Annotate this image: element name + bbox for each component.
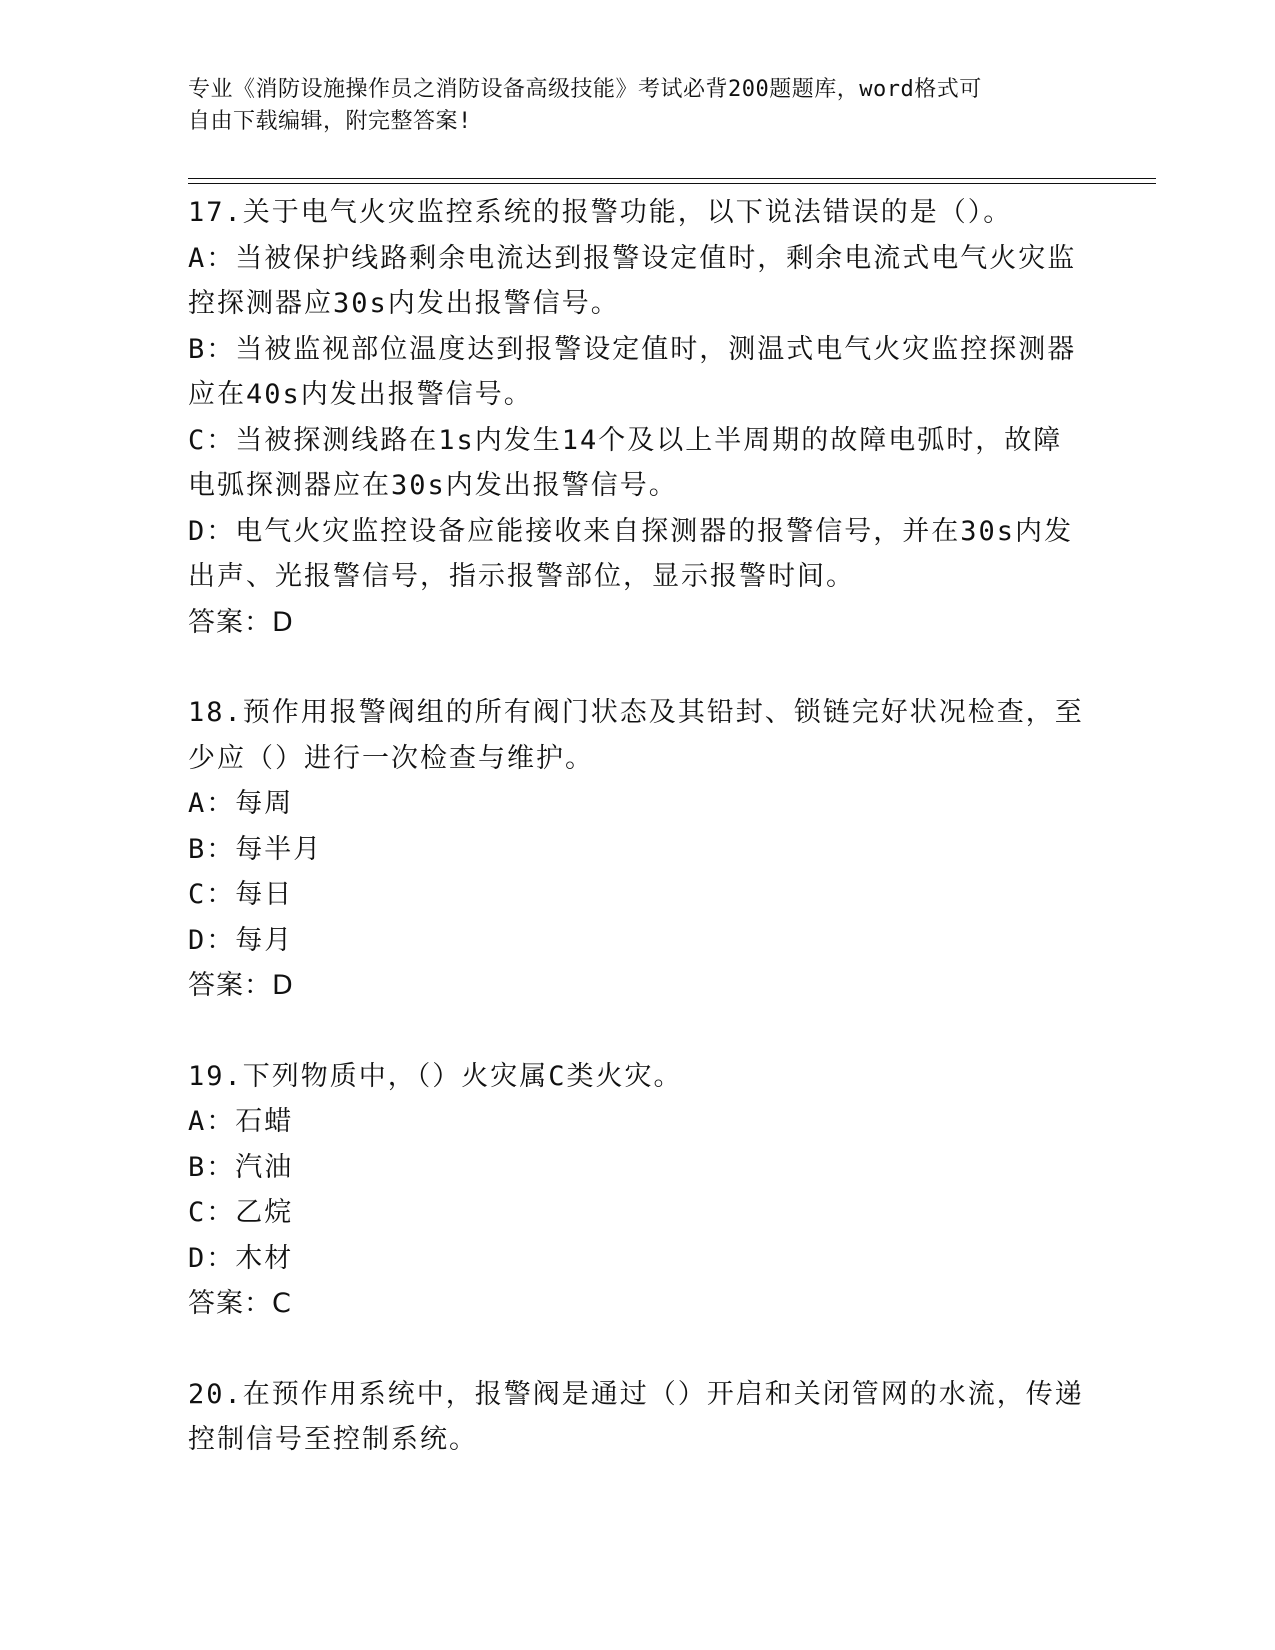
- question-17: [188, 190, 1088, 645]
- question-stem: 18.预作用报警阀组的所有阀门状态及其铅封、锁链完好状况检查，至少应（）进行一次检查与维护。: [188, 697, 1084, 774]
- header-line-2: 自由下载编辑，附完整答案!: [188, 109, 472, 134]
- header-line-1: 专业《消防设施操作员之消防设备高级技能》考试必背200题题库，word格式可: [188, 77, 982, 102]
- question-stem: 20.在预作用系统中，报警阀是通过（）开启和关闭管网的水流，传递控制信号至控制系统。: [188, 1378, 1084, 1455]
- document-header: [188, 74, 1068, 138]
- option-c: C：当被探测线路在1s内发生14个及以上半周期的故障电弧时，故障电弧探测器应在30s内发出报警信号。: [188, 424, 1063, 501]
- question-18: [188, 690, 1088, 1009]
- question-stem: 19.下列物质中，（）火灾属C类火灾。: [188, 1060, 683, 1092]
- answer-line: 答案：C: [188, 1288, 292, 1319]
- option-d: D：每月: [188, 924, 294, 956]
- option-c: C：乙烷: [188, 1197, 294, 1228]
- question-20: [188, 1372, 1088, 1463]
- question-list: [188, 190, 1088, 1508]
- option-d: D：木材: [188, 1242, 294, 1274]
- option-b: B：每半月: [188, 833, 323, 865]
- option-a: A：当被保护线路剩余电流达到报警设定值时，剩余电流式电气火灾监控探测器应30s内发出报警信号。: [188, 242, 1077, 319]
- option-a: A：每周: [188, 788, 294, 819]
- answer-line: 答案：D: [188, 970, 294, 1001]
- option-d: D：电气火灾监控设备应能接收来自探测器的报警信号，并在30s内发出声、光报警信号，指示报警部位，显示报警时间。: [188, 515, 1074, 592]
- option-b: B：汽油: [188, 1151, 294, 1183]
- answer-line: 答案：D: [188, 606, 294, 638]
- question-19: [188, 1054, 1088, 1327]
- question-stem: 17.关于电气火灾监控系统的报警功能，以下说法错误的是（）。: [188, 197, 1013, 228]
- option-c: C：每日: [188, 879, 294, 910]
- option-b: B：当被监视部位温度达到报警设定值时，测温式电气火灾监控探测器应在40s内发出报警信号。: [188, 333, 1077, 410]
- header-divider-top: [188, 178, 1156, 179]
- header-divider-bottom: [188, 183, 1156, 184]
- option-a: A：石蜡: [188, 1106, 294, 1137]
